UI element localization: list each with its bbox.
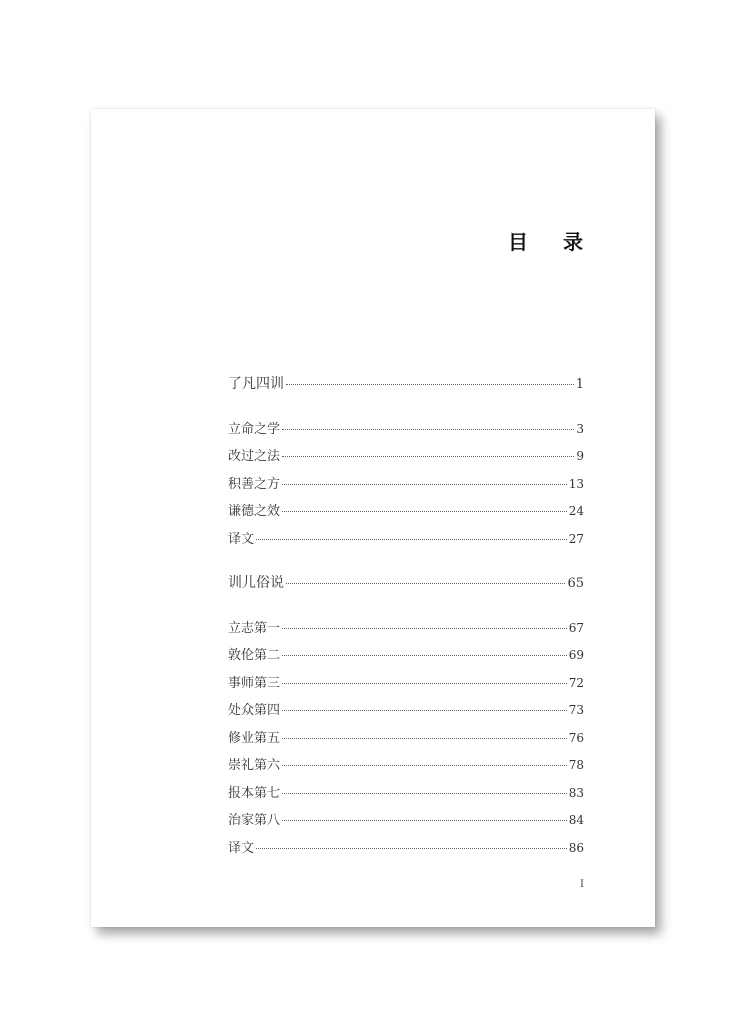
book-page [91, 109, 655, 927]
toc-leader-dots [282, 628, 567, 629]
toc-entry[interactable] [228, 575, 584, 603]
toc-entry-page: 65 [567, 576, 584, 591]
toc-leader-dots [282, 456, 574, 457]
toc-leader-dots [282, 429, 574, 430]
toc-entry-page: 76 [568, 730, 584, 745]
toc-leader-dots [256, 539, 567, 540]
toc-leader-dots [282, 655, 567, 656]
toc-entry[interactable] [228, 503, 584, 531]
toc-entry-page: 3 [576, 421, 584, 436]
toc-entry[interactable] [228, 620, 584, 648]
toc-entry-label: 译文 [228, 840, 255, 856]
toc-entry-page: 13 [568, 476, 584, 491]
toc-entry-label: 报本第七 [228, 785, 281, 801]
toc-entry-page: 84 [568, 813, 584, 827]
toc-entry-label: 处众第四 [228, 703, 281, 718]
toc-entry-page: 72 [568, 675, 584, 690]
toc-entry-label: 积善之方 [228, 476, 281, 492]
toc-entry[interactable] [228, 757, 584, 785]
toc-entry[interactable] [228, 702, 584, 730]
toc-leader-dots [282, 484, 567, 485]
toc-entry-page: 27 [568, 531, 584, 546]
toc-entry[interactable] [228, 376, 584, 404]
toc-entry[interactable] [228, 448, 584, 476]
toc-entry-label: 敦伦第二 [228, 648, 281, 663]
toc-entry-label: 训儿俗说 [228, 575, 284, 591]
toc-entry-page: 86 [568, 840, 584, 855]
toc-entry[interactable] [228, 675, 584, 703]
toc-entry-page: 1 [575, 377, 584, 392]
toc-entry-page: 24 [568, 504, 584, 518]
table-of-contents [228, 376, 584, 867]
toc-entry[interactable] [228, 812, 584, 840]
toc-entry[interactable] [228, 421, 584, 449]
page-number: I [580, 879, 584, 890]
toc-entry-label: 事师第三 [228, 675, 281, 691]
toc-entry-label: 立志第一 [228, 620, 281, 636]
toc-entry-label: 译文 [228, 531, 255, 547]
toc-entry-page: 73 [568, 703, 584, 717]
toc-leader-dots [282, 511, 567, 512]
toc-entry[interactable] [228, 730, 584, 758]
toc-entry-label: 治家第八 [228, 813, 281, 828]
toc-leader-dots [282, 793, 567, 794]
toc-entry-page: 67 [568, 620, 584, 635]
toc-leader-dots [282, 683, 567, 684]
toc-leader-dots [282, 710, 567, 711]
toc-leader-dots [256, 848, 567, 849]
toc-entry-label: 了凡四训 [228, 376, 284, 392]
toc-leader-dots [286, 583, 565, 584]
toc-leader-dots [282, 738, 567, 739]
page-title: 目 录 [508, 230, 597, 254]
toc-entry-label: 改过之法 [228, 449, 281, 464]
toc-entry[interactable] [228, 785, 584, 813]
toc-leader-dots [286, 384, 574, 385]
toc-entry[interactable] [228, 476, 584, 504]
toc-entry-page: 83 [568, 785, 584, 800]
toc-entry-label: 修业第五 [228, 730, 281, 746]
toc-entry-page: 9 [576, 449, 584, 463]
toc-entry-label: 崇礼第六 [228, 758, 281, 773]
toc-entry-label: 谦德之效 [228, 504, 281, 519]
toc-entry-label: 立命之学 [228, 421, 281, 437]
toc-entry-page: 69 [568, 648, 584, 662]
toc-entry[interactable] [228, 531, 584, 559]
toc-leader-dots [282, 820, 567, 821]
toc-entry[interactable] [228, 840, 584, 868]
toc-leader-dots [282, 765, 567, 766]
toc-entry[interactable] [228, 647, 584, 675]
toc-entry-page: 78 [568, 758, 584, 772]
